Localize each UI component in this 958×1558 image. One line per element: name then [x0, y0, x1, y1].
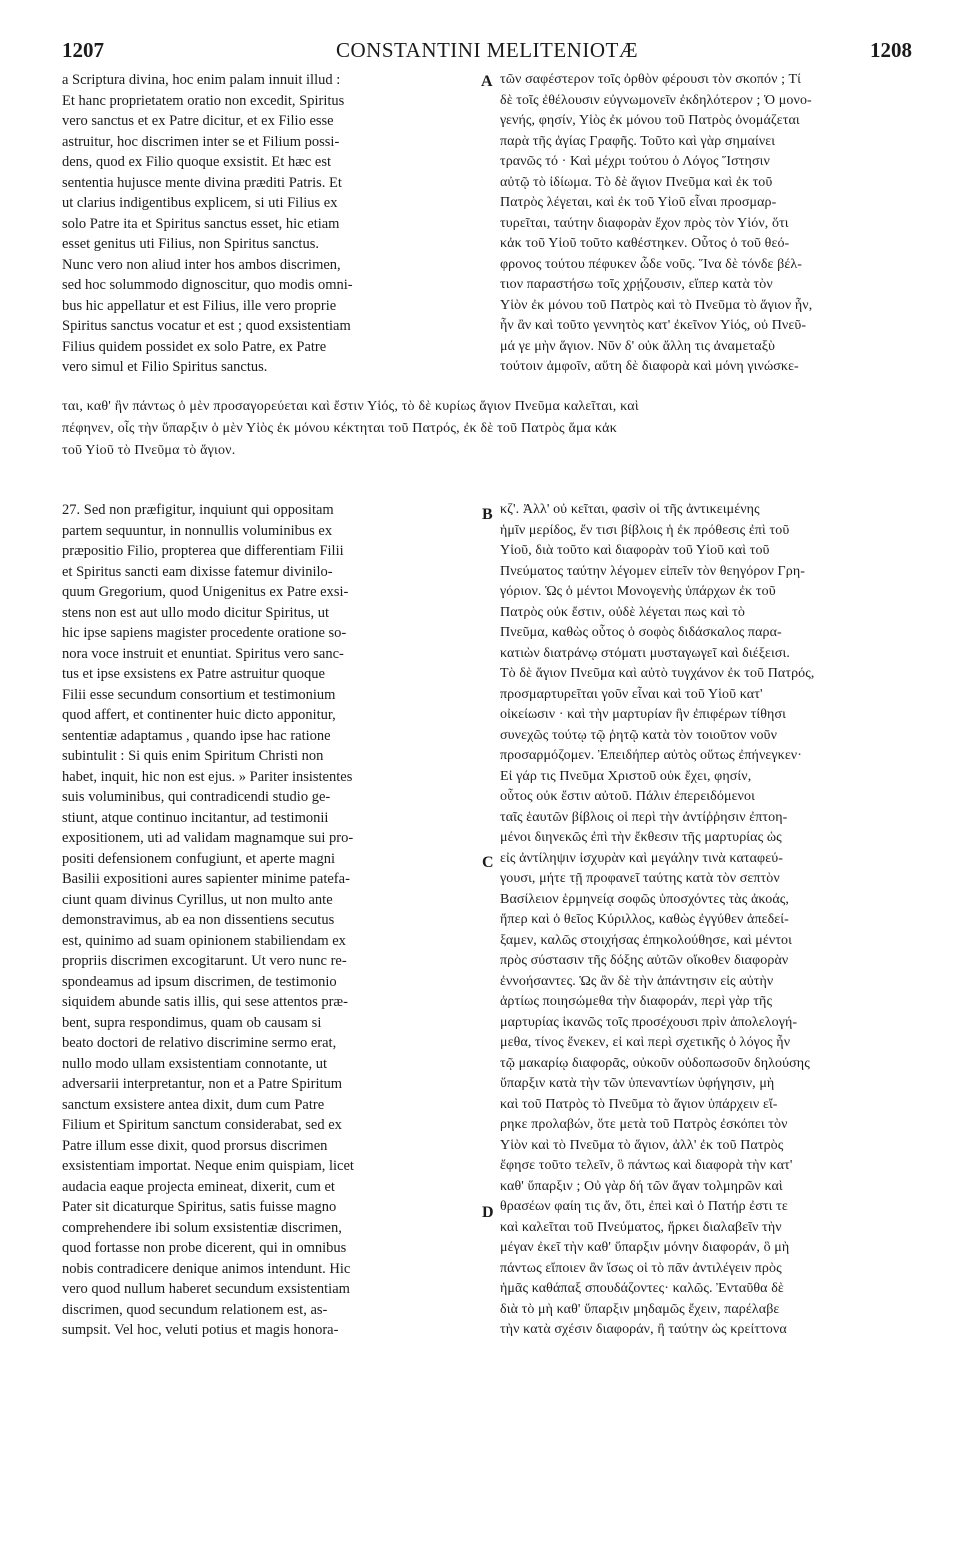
greek-text-line: πάντως εἴποιεν ἂν ἴσως οἱ τὸ πᾶν ἀντιλέγειν πρὸς [500, 1260, 782, 1276]
greek-text-line: Βασίλειον ἑρμηνείᾳ σοφῶς ὑποσχόντες τὰς ἀκοάς, [500, 891, 790, 907]
latin-text-line: Patre illum esse dixit, quod prorsus discrimen [62, 1137, 328, 1154]
latin-text-line: exsistentiam importat. Neque enim quispiam, licet [62, 1158, 354, 1174]
latin-text-line: sanctum exsistere antea dixit, dum cum Patre [62, 1096, 325, 1113]
latin-text-line: Filii esse secundum consortium et testimonium [62, 686, 336, 703]
latin-text-line: Pater sit dicaturque Spiritus, satis fuisse magno [62, 1199, 337, 1215]
latin-text-line: Nunc vero non aliud inter hos ambos discrimen, [62, 256, 341, 273]
greek-text-line: μέγαν ἐκεῖ τὴν καθ' ὕπαρξιν μόνην διαφοράν, ὃ μὴ [500, 1240, 790, 1255]
latin-text-line: stens non est aut ullo modo dicitur Spiritus, ut [62, 604, 330, 621]
latin-text-line: spondeamus ad ipsum discrimen, de testimonio [62, 973, 337, 990]
section-marker-c: C [482, 854, 494, 871]
greek-text-line: διὰ τὸ μὴ καθ' ὕπαρξιν μηδαμῶς ἔχειν, παρέλαβε [500, 1301, 780, 1317]
greek-text-line: γόριον. Ὡς ὁ μέντοι Μονογενὴς ὑπάρχων ἐκ τοῦ [500, 584, 776, 599]
latin-text-line: expositionem, uti ad validam magnamque sui pro- [62, 830, 354, 846]
greek-text-line: γουσι, μήτε τῇ προφανεῖ ταύτης κατὰ τὸν σεπτὸν [500, 871, 780, 886]
latin-column-block2 [62, 500, 480, 1545]
latin-text-line: tus et ipse exsistens ex Patre astruitur quoque [62, 666, 325, 682]
greek-text-line: μά γε μὴν ἅγιον. Νῦν δ' οὐκ ἄλλη τις ἀναμεταξὺ [500, 338, 776, 354]
latin-text-line: Basilii expositioni aures sapienter minime patefa- [62, 871, 350, 887]
greek-text-line: Τὸ δὲ ἅγιον Πνεῦμα καὶ αὐτὸ τυγχάνον ἐκ τοῦ Πατρός, [500, 666, 815, 681]
greek-text-line: ἥπερ καὶ ὁ θεῖος Κύριλλος, καθὼς ἐγγύθεν ἀπεδεί- [500, 912, 789, 927]
greek-text-line: Εἰ γάρ τις Πνεῦμα Χριστοῦ οὐκ ἔχει, φησίν, [500, 768, 752, 784]
latin-text-line: bent, supra respondimus, quam ob causam si [62, 1014, 322, 1031]
greek-text-line: συνεχῶς τούτῳ τῷ ῥητῷ κατὰ τὸν τοιοῦτον νοῦν [500, 727, 778, 743]
greek-text-line: Υἱὸν καὶ τὸ Πνεῦμα τὸ ἅγιον, ἀλλ' ἐκ τοῦ Πατρὸς [500, 1137, 784, 1153]
latin-text-line: nobis contradicere denique animos intendunt. Hic [62, 1260, 351, 1277]
greek-text-line: πέφηνεν, οἷς τὴν ὕπαρξιν ὁ μὲν Υἱὸς ἐκ μόνου κέκτηται τοῦ Πατρός, ἐκ δὲ τοῦ Πατρὸς ἅμα κἀκ [62, 421, 617, 436]
greek-text-line: τούτοιν ἀμφοῖν, αὕτη δὲ διαφορὰ καὶ μόνη γινώσκε- [500, 359, 799, 374]
greek-fullwidth-continuation [62, 396, 912, 466]
latin-text-line: dens, quod ex Filio quoque exsistit. Et hæc est [62, 154, 332, 170]
latin-text-line: comprehendere ibi solum exsistentiæ discrimen, [62, 1219, 342, 1236]
greek-text-line: καὶ καλεῖται τοῦ Πνεύματος, ἤρκει διαλαβεῖν τὴν [500, 1219, 782, 1235]
latin-text-line: sententia hujusce mente divina præditi Patris. Et [62, 174, 342, 191]
greek-text-line: ἐννοήσαντες. Ὡς ἂν δὲ τὴν ἀπάντησιν εἰς αὐτὴν [500, 973, 774, 989]
greek-text-line: τιον παραστήσω τοῖς χρῄζουσιν, εἴπερ κατὰ τὸν [500, 277, 773, 292]
greek-text-line: ται, καθ' ἣν πάντως ὁ μὲν προσαγορεύεται καὶ ἔστιν Υἱός, τὸ δὲ κυρίως ἅγιον Πνεῦμα καλεῖται, καὶ [62, 399, 639, 414]
greek-text-line: ρηκε προλαβών, ὅτε μετὰ τοῦ Πατρὸς ἐσκόπει τὸν [500, 1117, 788, 1132]
section-marker-d: D [482, 1204, 494, 1221]
greek-text-line: οὗτος οὐκ ἔστιν αὐτοῦ. Πάλιν ἐπερειδόμενοι [500, 789, 755, 804]
greek-text-line: Πνεύματος ταύτην λέγομεν εἰπεῖν τὸν θεηγόρον Γρη- [500, 563, 806, 579]
greek-text-line: φρονος τούτου πέφυκεν ὧδε νοῦς. Ἵνα δὲ τόνδε βέλ- [500, 256, 802, 272]
greek-text-line: Πνεῦμα, καθὼς οὗτος ὁ σοφὸς διδάσκαλος παρα- [500, 625, 782, 640]
greek-text-line: κζ'. Ἀλλ' οὐ κεῖται, φασὶν οἱ τῆς ἀντικειμένης [500, 502, 760, 517]
latin-text-line: discrimen, quod secundum relationem est, as- [62, 1301, 328, 1318]
greek-text-line: μένοι διηνεκῶς ἐπὶ τὴν ἔκθεσιν τῆς μαρτυρίας ὡς [500, 830, 782, 845]
latin-text-line: sed hoc solummodo dignoscitur, quo modis omni- [62, 277, 353, 293]
greek-text-line: ἔφησε τοῦτο τελεῖν, ὃ πάντως καὶ διαφορὰ τὴν κατ' [500, 1158, 793, 1173]
latin-text-line: esset genitus uti Filius, non Spiritus sanctus. [62, 236, 319, 252]
greek-text-line: πρὸς σύστασιν τῆς δόξης αὐτῶν οἴκοθεν διαφορὰν [500, 953, 789, 968]
section-marker-a: A [481, 73, 493, 90]
greek-text-line: ἀρτίως ποιησώμεθα τὴν διαφοράν, περὶ γὰρ τῆς [500, 994, 773, 1009]
latin-text-line: ciunt quam divinus Cyrillus, ut non multo ante [62, 891, 333, 908]
latin-text-line: Spiritus sanctus vocatur et est ; quod exsistentiam [62, 318, 351, 334]
greek-text-line: κἀκ τοῦ Υἱοῦ τοῦτο καθέστηκεν. Οὗτος ὁ τοῦ θεό- [500, 236, 790, 251]
latin-text-line: sumpsit. Vel hoc, veluti potius et magis honora- [62, 1322, 339, 1338]
latin-text-line: nora voce instruit et enuntiat. Spiritus vero sanc- [62, 645, 344, 662]
latin-text-line: a Scriptura divina, hoc enim palam innuit illud : [62, 72, 341, 88]
latin-text-line: vero simul et Filio Spiritus sanctus. [62, 359, 268, 375]
latin-text-line: solo Patre ita et Spiritus sanctus esset, hic etiam [62, 215, 340, 232]
latin-text-line: siquidem abunde satis illis, qui sese attentos præ- [62, 994, 348, 1010]
page-header [62, 36, 912, 68]
greek-text-line: προσαρμόζομεν. Ἐπειδήπερ αὐτὸς οὕτως ἐπήνεγκεν· [500, 748, 803, 763]
greek-text-line: κατιὼν διατράνῳ στόματι μυσταγωγεῖ καὶ διέξεισι. [500, 645, 791, 661]
latin-text-line: sententiæ adaptamus , quando ipse hac ratione [62, 727, 331, 744]
greek-text-line: ἡμῖν μερίδος, ἔν τισι βίβλοις ἡ ἐκ πρόθεσις ἐπὶ τοῦ [500, 522, 790, 538]
latin-text-line: audacia eaque projecta emineat, dixerit, cum et [62, 1178, 335, 1195]
latin-text-line: hic ipse sapiens magister procedente oratione so- [62, 625, 347, 641]
right-page-number: 1208 [870, 38, 912, 62]
greek-text-line: μαρτυρίας ἱκανῶς τοῖς προσέχουσι πρὶν ἀπολελογή- [500, 1014, 798, 1030]
greek-text-line: προσμαρτυρεῖται γοῦν εἶναι καὶ τοῦ Υἱοῦ κατ' [500, 686, 763, 702]
latin-text-line: adversarii interpretantur, non et a Patre Spiritum [62, 1076, 343, 1092]
latin-text-line: Et hanc proprietatem oratio non excedit, Spiritus [62, 92, 345, 109]
greek-text-line: μεθα, τίνος ἕνεκεν, εἰ καὶ περὶ σχετικῆς ὁ λόγος ἦν [500, 1035, 791, 1050]
latin-text-line: quod fortasse non probe dicerent, qui in omnibus [62, 1240, 347, 1256]
greek-text-line: καὶ τοῦ Πατρὸς τὸ Πνεῦμα τὸ ἅγιον ὑπάρχειν εἴ- [500, 1096, 778, 1112]
latin-column-block1 [62, 70, 480, 380]
latin-text-line: propriis discrimen excogitarunt. Ut vero nunc re- [62, 953, 347, 969]
greek-text-line: τῶν σαφέστερον τοῖς ὀρθὸν φέρουσι τὸν σκοπόν ; Τί [500, 72, 802, 87]
greek-column-block1 [500, 70, 912, 380]
latin-text-line: bus hic appellatur et est Filius, ille vero proprie [62, 297, 337, 314]
latin-text-line: et Spiritus sancti eam dixisse fatemur divinilo- [62, 563, 333, 580]
left-page-number: 1207 [62, 38, 104, 62]
latin-text-line: positi defensionem confugiunt, et aperte magni [62, 850, 336, 867]
latin-text-line: 27. Sed non præfigitur, inquiunt qui oppositam [62, 502, 334, 518]
greek-text-line: ἦν ἂν καὶ τοῦτο γεννητὸς κατ' ἐκεῖνον Υἱός, οὐ Πνεῦ- [500, 318, 807, 333]
latin-text-line: præpositio Filio, propterea que differentiam Filii [62, 543, 344, 559]
latin-text-line: vero quod nullum haberet secundum exsistentiam [62, 1281, 350, 1297]
greek-text-line: τρανῶς τό · Καὶ μέχρι τούτου ὁ Λόγος Ἵστησιν [500, 154, 770, 169]
latin-text-line: beato doctori de relativo discrimine sermo erat, [62, 1035, 337, 1051]
latin-text-line: demonstravimus, ab ea non dissentiens secutus [62, 912, 335, 928]
greek-text-line: τῷ μακαρίῳ διαφορᾶς, οὐκοῦν οὐδοπωσοῦν δηλούσης [500, 1055, 810, 1071]
greek-text-line: τοῦ Υἱοῦ τὸ Πνεῦμα τὸ ἅγιον. [62, 443, 236, 458]
latin-text-line: suis voluminibus, qui contradicendi studio ge- [62, 789, 331, 805]
greek-text-line: ἡμᾶς καθάπαξ σπουδάζοντες· καλῶς. Ἐνταῦθα δὲ [500, 1281, 784, 1296]
greek-text-line: τὴν κατὰ σχέσιν διαφοράν, ἢ ταύτην ὡς κρείττονα [500, 1322, 787, 1337]
greek-text-line: δὲ τοῖς ἐθέλουσιν εὐγνωμονεῖν ἐκδηλότερον ; Ὁ μονο- [500, 92, 812, 108]
greek-text-line: εἰς ἀντίληψιν ἰσχυρὰν καὶ μεγάλην τινὰ καταφεύ- [500, 850, 783, 866]
greek-text-line: τυρεῖται, ταύτην διαφορὰν ἔχον πρὸς τὸν Υἱόν, ὅτι [500, 215, 789, 231]
section-marker-b: B [482, 506, 493, 523]
running-title: CONSTANTINI MELITENIOTÆ [335, 38, 639, 62]
latin-text-line: Filium et Spiritum sanctum considerabat, sed ex [62, 1117, 342, 1133]
greek-text-line: θρασέων φαίη τις ἄν, ὅτι, ἐπεὶ καὶ ὁ Πατήρ ἐστι τε [500, 1199, 788, 1214]
latin-text-line: astruitur, hoc discrimen inter se et Filium possi- [62, 133, 340, 150]
greek-text-line: καθ' ὕπαρξιν ; Οὐ γὰρ δή τῶν ἄγαν τολμηρῶν καὶ [500, 1178, 783, 1194]
latin-text-line: quum Gregorium, quod Unigenitus ex Patre exsi- [62, 584, 349, 600]
greek-text-line: Υἱὸν ἐκ μόνου τοῦ Πατρὸς καὶ τὸ Πνεῦμα τὸ ἅγιον ἦν, [500, 297, 813, 313]
latin-text-line: nullo modo ullam exsistentiam connotante, ut [62, 1055, 327, 1072]
greek-text-line: ξαμεν, καλῶς στοιχήσας ἐπηκολούθησε, καὶ μέντοι [500, 932, 793, 948]
greek-text-line: οἰκείωσιν · καὶ τὴν μαρτυρίαν ἣν ἐπιφέρων τίθησι [500, 707, 786, 722]
latin-text-line: subintulit : Si quis enim Spiritum Christi non [62, 748, 324, 764]
latin-text-line: Filius quidem possidet ex solo Patre, ex Patre [62, 338, 327, 355]
latin-text-line: habet, inquit, hic non est ejus. » Pariter insistentes [62, 768, 353, 785]
latin-text-line: vero sanctus et ex Patre dicitur, et ex Filio esse [62, 113, 334, 129]
greek-text-line: αὐτῷ τὸ ἰδίωμα. Τὸ δὲ ἅγιον Πνεῦμα καὶ ἐκ τοῦ [500, 174, 773, 190]
latin-text-line: partem sequuntur, in nonnullis voluminibus ex [62, 522, 333, 539]
greek-text-line: Πατρὸς οὐκ ἔστιν, οὐδὲ λέγεται πως καὶ τὸ [500, 604, 745, 620]
latin-text-line: est, quinimo ad suam opinionem stabiliendam ex [62, 932, 346, 949]
latin-text-line: stiunt, atque continuo incitantur, ad testimonii [62, 809, 329, 826]
greek-text-line: ὕπαρξιν κατὰ τὴν τῶν ὑπεναντίων ὑφήγησιν, μὴ [500, 1076, 775, 1091]
greek-text-line: ταῖς ἑαυτῶν βίβλοις οἱ περὶ τὴν ἀντίῤῥησιν ἐπτοη- [500, 809, 788, 825]
latin-text-line: ut clarius indigentibus explicem, si uti Filius ex [62, 195, 338, 211]
greek-text-line: Υἱοῦ, διὰ τοῦτο καὶ διαφορὰν τοῦ Υἱοῦ καὶ τοῦ [500, 543, 770, 558]
latin-text-line: quod affert, et continenter huic dicto apponitur, [62, 707, 336, 723]
greek-text-line: παρὰ τῆς ἁγίας Γραφῆς. Τοῦτο καὶ γὰρ σημαίνει [500, 133, 776, 149]
greek-text-line: Πατρὸς λέγεται, καὶ ἐκ τοῦ Υἱοῦ εἶναι προσμαρ- [500, 195, 777, 210]
greek-column-block2 [500, 500, 912, 1545]
greek-text-line: γενής, φησίν, Υἱὸς ἐκ μόνου τοῦ Πατρὸς ὀνομάζεται [500, 113, 800, 128]
